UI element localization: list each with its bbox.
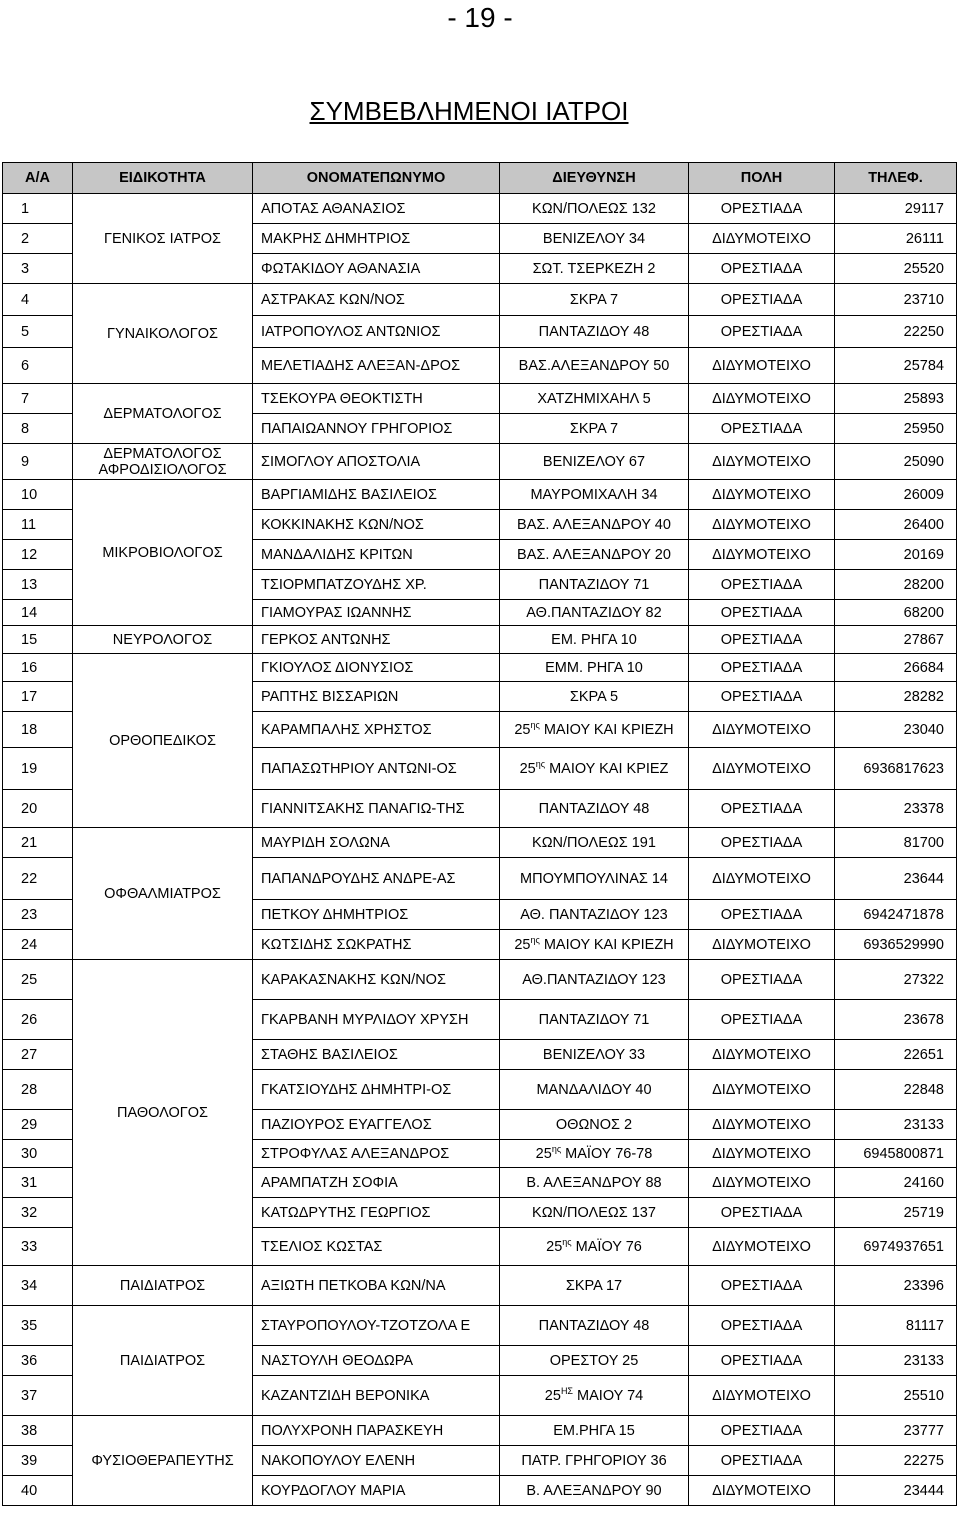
address: ΕΜΜ. ΡΗΓΑ 10 [500,654,689,682]
row-number: 16 [3,654,73,682]
doctor-name: ΠΑΖΙΟΥΡΟΣ ΕΥΑΓΓΕΛΟΣ [253,1110,500,1140]
city: ΔΙΔΥΜΟΤΕΙΧΟ [689,712,835,748]
header-specialty: ΕΙΔΙΚΟΤΗΤΑ [73,163,253,194]
address: ΟΘΩΝΟΣ 2 [500,1110,689,1140]
header-address: ΔΙΕΥΘΥΝΣΗ [500,163,689,194]
doctor-name: ΠΟΛΥΧΡΟΝΗ ΠΑΡΑΣΚΕΥΗ [253,1416,500,1446]
city: ΔΙΔΥΜΟΤΕΙΧΟ [689,510,835,540]
address: ΚΩΝ/ΠΟΛΕΩΣ 137 [500,1198,689,1228]
address: ΑΘ.ΠΑΝΤΑΖΙΔΟΥ 82 [500,600,689,626]
table-row [3,1416,957,1446]
row-number: 14 [3,600,73,626]
address: ΒΑΣ.ΑΛΕΞΑΝΔΡΟΥ 50 [500,348,689,384]
city: ΔΙΔΥΜΟΤΕΙΧΟ [689,1476,835,1506]
address-number: 25 [514,721,531,738]
row-number: 34 [3,1266,73,1306]
table-row [3,384,957,414]
table-body [3,194,957,1506]
phone: 25719 [835,1198,957,1228]
specialty-cell: ΜΙΚΡΟΒΙΟΛΟΓΟΣ [73,480,253,626]
phone: 23444 [835,1476,957,1506]
phone: 6974937651 [835,1228,957,1266]
phone: 23133 [835,1346,957,1376]
row-number: 22 [3,858,73,900]
row-number: 6 [3,348,73,384]
address [500,712,689,748]
phone: 68200 [835,600,957,626]
row-number: 37 [3,1376,73,1416]
address: ΜΠΟΥΜΠΟΥΛΙΝΑΣ 14 [500,858,689,900]
city: ΟΡΕΣΤΙΑΔΑ [689,626,835,654]
address-ordinal-suffix: ης [535,758,546,769]
page-title: ΣΥΜΒΕΒΛΗΜΕΝΟΙ ΙΑΤΡΟΙ [309,96,629,126]
row-number: 11 [3,510,73,540]
address: ΚΩΝ/ΠΟΛΕΩΣ 132 [500,194,689,224]
row-number: 8 [3,414,73,444]
doctor-name: ΓΙΑΜΟΥΡΑΣ ΙΩΑΝΝΗΣ [253,600,500,626]
row-number: 30 [3,1140,73,1168]
doctor-name: ΜΑΚΡΗΣ ΔΗΜΗΤΡΙΟΣ [253,224,500,254]
city: ΟΡΕΣΤΙΑΔΑ [689,1266,835,1306]
doctor-name: ΣΤΡΟΦΥΛΑΣ ΑΛΕΞΑΝΔΡΟΣ [253,1140,500,1168]
phone: 23133 [835,1110,957,1140]
table-row [3,654,957,682]
row-number: 23 [3,900,73,930]
phone: 23777 [835,1416,957,1446]
doctors-table [2,162,957,1506]
doctor-name: ΜΑΝΔΑΛΙΔΗΣ ΚΡΙΤΩΝ [253,540,500,570]
doctor-name: ΠΑΠΑΙΩΑΝΝΟΥ ΓΡΗΓΟΡΙΟΣ [253,414,500,444]
address: ΑΘ.ΠΑΝΤΑΖΙΔΟΥ 123 [500,960,689,1000]
city: ΟΡΕΣΤΙΑΔΑ [689,316,835,348]
city: ΟΡΕΣΤΙΑΔΑ [689,900,835,930]
address: Β. ΑΛΕΞΑΝΔΡΟΥ 90 [500,1476,689,1506]
city: ΟΡΕΣΤΙΑΔΑ [689,828,835,858]
city: ΔΙΔΥΜΟΤΕΙΧΟ [689,540,835,570]
address-number: 25 [546,1238,563,1255]
address [500,930,689,960]
doctor-name: ΓΚΑΤΣΙΟΥΔΗΣ ΔΗΜΗΤΡΙ-ΟΣ [253,1070,500,1110]
row-number: 19 [3,748,73,790]
address-number: 25 [544,1387,561,1404]
specialty-cell: ΔΕΡΜΑΤΟΛΟΓΟΣ [73,384,253,444]
address: ΜΑΥΡΟΜΙΧΑΛΗ 34 [500,480,689,510]
doctor-name: ΜΕΛΕΤΙΑΔΗΣ ΑΛΕΞΑΝ-ΔΡΟΣ [253,348,500,384]
phone: 6936817623 [835,748,957,790]
table-row [3,960,957,1000]
doctor-name: ΣΤΑΘΗΣ ΒΑΣΙΛΕΙΟΣ [253,1040,500,1070]
address: ΚΩΝ/ΠΟΛΕΩΣ 191 [500,828,689,858]
phone: 23378 [835,790,957,828]
address: Β. ΑΛΕΞΑΝΔΡΟΥ 88 [500,1168,689,1198]
phone: 23678 [835,1000,957,1040]
doctor-name: ΙΑΤΡΟΠΟΥΛΟΣ ΑΝΤΩΝΙΟΣ [253,316,500,348]
city: ΟΡΕΣΤΙΑΔΑ [689,960,835,1000]
row-number: 39 [3,1446,73,1476]
doctor-name: ΣΙΜΟΓΛΟΥ ΑΠΟΣΤΟΛΙΑ [253,444,500,480]
address-street: ΜΑΙΟΥ 74 [573,1387,644,1404]
table-row [3,480,957,510]
phone: 20169 [835,540,957,570]
phone: 23710 [835,284,957,316]
address-ordinal-suffix: ης [562,1236,572,1247]
doctor-name: ΚΑΖΑΝΤΖΙΔΗ ΒΕΡΟΝΙΚΑ [253,1376,500,1416]
phone: 26400 [835,510,957,540]
doctor-name: ΜΑΥΡΙΔΗ ΣΟΛΩΝΑ [253,828,500,858]
specialty-cell: ΓΕΝΙΚΟΣ ΙΑΤΡΟΣ [73,194,253,284]
city: ΔΙΔΥΜΟΤΕΙΧΟ [689,348,835,384]
doctor-name: ΚΟΚΚΙΝΑΚΗΣ ΚΩΝ/ΝΟΣ [253,510,500,540]
phone: 23396 [835,1266,957,1306]
address [500,1376,689,1416]
table-row [3,194,957,224]
row-number: 25 [3,960,73,1000]
doctor-name: ΠΑΠΑΣΩΤΗΡΙΟΥ ΑΝΤΩΝΙ-ΟΣ [253,748,500,790]
address: ΠΑΝΤΑΖΙΔΟΥ 48 [500,1306,689,1346]
specialty-cell: ΟΡΘΟΠΕΔΙΚΟΣ [73,654,253,828]
address: ΠΑΤΡ. ΓΡΗΓΟΡΙΟΥ 36 [500,1446,689,1476]
city: ΔΙΔΥΜΟΤΕΙΧΟ [689,1040,835,1070]
row-number: 13 [3,570,73,600]
city: ΟΡΕΣΤΙΑΔΑ [689,1198,835,1228]
city: ΟΡΕΣΤΙΑΔΑ [689,284,835,316]
row-number: 29 [3,1110,73,1140]
city: ΟΡΕΣΤΙΑΔΑ [689,194,835,224]
phone: 22651 [835,1040,957,1070]
row-number: 33 [3,1228,73,1266]
phone: 25784 [835,348,957,384]
city: ΟΡΕΣΤΙΑΔΑ [689,254,835,284]
row-number: 38 [3,1416,73,1446]
city: ΔΙΔΥΜΟΤΕΙΧΟ [689,858,835,900]
row-number: 35 [3,1306,73,1346]
address: ΣΚΡΑ 7 [500,414,689,444]
table-header-row [3,163,957,194]
doctor-name: ΝΑΣΤΟΥΛΗ ΘΕΟΔΩΡΑ [253,1346,500,1376]
doctor-name: ΝΑΚΟΠΟΥΛΟΥ ΕΛΕΝΗ [253,1446,500,1476]
doctor-name: ΤΣΕΛΙΟΣ ΚΩΣΤΑΣ [253,1228,500,1266]
phone: 25510 [835,1376,957,1416]
address: ΕΜ.ΡΗΓΑ 15 [500,1416,689,1446]
address: ΣΚΡΑ 7 [500,284,689,316]
doctor-name: ΚΑΡΑΚΑΣΝΑΚΗΣ ΚΩΝ/ΝΟΣ [253,960,500,1000]
phone: 25893 [835,384,957,414]
phone: 29117 [835,194,957,224]
address: ΠΑΝΤΑΖΙΔΟΥ 48 [500,316,689,348]
city: ΔΙΔΥΜΟΤΕΙΧΟ [689,444,835,480]
specialty-cell: ΟΦΘΑΛΜΙΑΤΡΟΣ [73,828,253,960]
address: ΠΑΝΤΑΖΙΔΟΥ 48 [500,790,689,828]
phone: 28200 [835,570,957,600]
row-number: 21 [3,828,73,858]
address: ΠΑΝΤΑΖΙΔΟΥ 71 [500,570,689,600]
page-number: - 19 - [447,2,513,33]
address-number: 25 [535,1145,552,1162]
doctor-name: ΑΞΙΩΤΗ ΠΕΤΚΟΒΑ ΚΩΝ/ΝΑ [253,1266,500,1306]
specialty-cell: ΠΑΘΟΛΟΓΟΣ [73,960,253,1266]
phone: 26111 [835,224,957,254]
row-number: 12 [3,540,73,570]
row-number: 32 [3,1198,73,1228]
doctor-name: ΓΕΡΚΟΣ ΑΝΤΩΝΗΣ [253,626,500,654]
phone: 28282 [835,682,957,712]
phone: 23040 [835,712,957,748]
header-aa: Α/Α [3,163,73,194]
table-row [3,1306,957,1346]
address-ordinal-suffix: ΗΣ [560,1385,574,1396]
phone: 25950 [835,414,957,444]
address: ΠΑΝΤΑΖΙΔΟΥ 71 [500,1000,689,1040]
address-number: 25 [519,760,536,777]
row-number: 3 [3,254,73,284]
row-number: 40 [3,1476,73,1506]
address: ΧΑΤΖΗΜΙΧΑΗΛ 5 [500,384,689,414]
row-number: 24 [3,930,73,960]
row-number: 20 [3,790,73,828]
address [500,1228,689,1266]
row-number: 7 [3,384,73,414]
doctor-name: ΦΩΤΑΚΙΔΟΥ ΑΘΑΝΑΣΙΑ [253,254,500,284]
row-number: 10 [3,480,73,510]
city: ΔΙΔΥΜΟΤΕΙΧΟ [689,1140,835,1168]
row-number: 9 [3,444,73,480]
address-ordinal-suffix: ης [530,719,540,730]
address: ΒΕΝΙΖΕΛΟΥ 34 [500,224,689,254]
address-number: 25 [514,936,531,953]
city: ΟΡΕΣΤΙΑΔΑ [689,790,835,828]
doctor-name: ΠΕΤΚΟΥ ΔΗΜΗΤΡΙΟΣ [253,900,500,930]
doctor-name: ΑΡΑΜΠΑΤΖΗ ΣΟΦΙΑ [253,1168,500,1198]
row-number: 15 [3,626,73,654]
city: ΟΡΕΣΤΙΑΔΑ [689,600,835,626]
city: ΔΙΔΥΜΟΤΕΙΧΟ [689,748,835,790]
row-number: 27 [3,1040,73,1070]
address: ΟΡΕΣΤΟΥ 25 [500,1346,689,1376]
row-number: 5 [3,316,73,348]
phone: 27322 [835,960,957,1000]
phone: 81117 [835,1306,957,1346]
address: ΒΕΝΙΖΕΛΟΥ 33 [500,1040,689,1070]
address-street: ΜΑΙΟΥ ΚΑΙ ΚΡΙΕΖΗ [539,936,674,953]
table-row [3,1266,957,1306]
address: ΜΑΝΔΑΛΙΔΟΥ 40 [500,1070,689,1110]
address-street: ΜΑΙΟΥ ΚΑΙ ΚΡΙΕΖΗ [539,721,674,738]
doctor-name: ΒΑΡΓΙΑΜΙΔΗΣ ΒΑΣΙΛΕΙΟΣ [253,480,500,510]
address: ΒΑΣ. ΑΛΕΞΑΝΔΡΟΥ 20 [500,540,689,570]
row-number: 17 [3,682,73,712]
address: ΑΘ. ΠΑΝΤΑΖΙΔΟΥ 123 [500,900,689,930]
city: ΔΙΔΥΜΟΤΕΙΧΟ [689,930,835,960]
row-number: 28 [3,1070,73,1110]
specialty-cell: ΓΥΝΑΙΚΟΛΟΓΟΣ [73,284,253,384]
address: ΣΩΤ. ΤΣΕΡΚΕΖΗ 2 [500,254,689,284]
table-row [3,444,957,480]
city: ΟΡΕΣΤΙΑΔΑ [689,1446,835,1476]
phone: 22848 [835,1070,957,1110]
phone: 23644 [835,858,957,900]
table-row [3,626,957,654]
address: ΣΚΡΑ 17 [500,1266,689,1306]
city: ΟΡΕΣΤΙΑΔΑ [689,570,835,600]
doctor-name: ΚΟΥΡΔΟΓΛΟΥ ΜΑΡΙΑ [253,1476,500,1506]
phone: 6936529990 [835,930,957,960]
doctor-name: ΚΑΡΑΜΠΑΛΗΣ ΧΡΗΣΤΟΣ [253,712,500,748]
doctor-name: ΡΑΠΤΗΣ ΒΙΣΣΑΡΙΩΝ [253,682,500,712]
specialty-cell: ΝΕΥΡΟΛΟΓΟΣ [73,626,253,654]
doctor-name: ΑΣΤΡΑΚΑΣ ΚΩΝ/ΝΟΣ [253,284,500,316]
city: ΟΡΕΣΤΙΑΔΑ [689,654,835,682]
header-phone: ΤΗΛΕΦ. [835,163,957,194]
row-number: 31 [3,1168,73,1198]
doctor-name: ΤΣΙΟΡΜΠΑΤΖΟΥΔΗΣ ΧΡ. [253,570,500,600]
phone: 6942471878 [835,900,957,930]
doctor-name: ΑΠΟΤΑΣ ΑΘΑΝΑΣΙΟΣ [253,194,500,224]
row-number: 4 [3,284,73,316]
city: ΔΙΔΥΜΟΤΕΙΧΟ [689,1070,835,1110]
city: ΔΙΔΥΜΟΤΕΙΧΟ [689,224,835,254]
specialty-cell: ΠΑΙΔΙΑΤΡΟΣ [73,1306,253,1416]
specialty-cell: ΠΑΙΔΙΑΤΡΟΣ [73,1266,253,1306]
row-number: 1 [3,194,73,224]
phone: 24160 [835,1168,957,1198]
header-name: ΟΝΟΜΑΤΕΠΩΝΥΜΟ [253,163,500,194]
row-number: 26 [3,1000,73,1040]
city: ΔΙΔΥΜΟΤΕΙΧΟ [689,1110,835,1140]
city: ΟΡΕΣΤΙΑΔΑ [689,414,835,444]
address-street: ΜΑΙΟΥ ΚΑΙ ΚΡΙΕΖ [545,760,669,777]
city: ΔΙΔΥΜΟΤΕΙΧΟ [689,1228,835,1266]
address-street: ΜΑΪΟΥ 76-78 [561,1145,653,1162]
phone: 26009 [835,480,957,510]
doctor-name: ΚΩΤΣΙΔΗΣ ΣΩΚΡΑΤΗΣ [253,930,500,960]
address: ΒΕΝΙΖΕΛΟΥ 67 [500,444,689,480]
doctor-name: ΓΚΑΡΒΑΝΗ ΜΥΡΛΙΔΟΥ ΧΡΥΣΗ [253,1000,500,1040]
address [500,1140,689,1168]
table-row [3,284,957,316]
city: ΟΡΕΣΤΙΑΔΑ [689,1416,835,1446]
phone: 22250 [835,316,957,348]
phone: 25520 [835,254,957,284]
doctor-name: ΣΤΑΥΡΟΠΟΥΛΟΥ-ΤΖΟΤΖΟΛΑ Ε [253,1306,500,1346]
address: ΣΚΡΑ 5 [500,682,689,712]
address [500,748,689,790]
address-ordinal-suffix: ης [551,1143,562,1154]
row-number: 36 [3,1346,73,1376]
row-number: 18 [3,712,73,748]
city: ΟΡΕΣΤΙΑΔΑ [689,682,835,712]
phone: 6945800871 [835,1140,957,1168]
phone: 25090 [835,444,957,480]
table-row [3,828,957,858]
phone: 81700 [835,828,957,858]
doctor-name: ΠΑΠΑΝΔΡΟΥΔΗΣ ΑΝΔΡΕ-ΑΣ [253,858,500,900]
phone: 27867 [835,626,957,654]
city: ΟΡΕΣΤΙΑΔΑ [689,1346,835,1376]
doctor-name: ΤΣΕΚΟΥΡΑ ΘΕΟΚΤΙΣΤΗ [253,384,500,414]
specialty-cell: ΔΕΡΜΑΤΟΛΟΓΟΣ ΑΦΡΟΔΙΣΙΟΛΟΓΟΣ [73,444,253,480]
phone: 26684 [835,654,957,682]
address: ΕΜ. ΡΗΓΑ 10 [500,626,689,654]
city: ΔΙΔΥΜΟΤΕΙΧΟ [689,1168,835,1198]
doctor-name: ΓΙΑΝΝΙΤΣΑΚΗΣ ΠΑΝΑΓΙΩ-ΤΗΣ [253,790,500,828]
doctor-name: ΓΚΙΟΥΛΟΣ ΔΙΟΝΥΣΙΟΣ [253,654,500,682]
address-street: ΜΑΪΟΥ 76 [571,1238,642,1255]
header-city: ΠΟΛΗ [689,163,835,194]
city: ΔΙΔΥΜΟΤΕΙΧΟ [689,384,835,414]
doctor-name: ΚΑΤΩΔΡΥΤΗΣ ΓΕΩΡΓΙΟΣ [253,1198,500,1228]
city: ΟΡΕΣΤΙΑΔΑ [689,1306,835,1346]
phone: 22275 [835,1446,957,1476]
city: ΟΡΕΣΤΙΑΔΑ [689,1000,835,1040]
city: ΔΙΔΥΜΟΤΕΙΧΟ [689,1376,835,1416]
row-number: 2 [3,224,73,254]
specialty-cell: ΦΥΣΙΟΘΕΡΑΠΕΥΤΗΣ [73,1416,253,1506]
address: ΒΑΣ. ΑΛΕΞΑΝΔΡΟΥ 40 [500,510,689,540]
city: ΔΙΔΥΜΟΤΕΙΧΟ [689,480,835,510]
address-ordinal-suffix: ης [530,934,540,945]
